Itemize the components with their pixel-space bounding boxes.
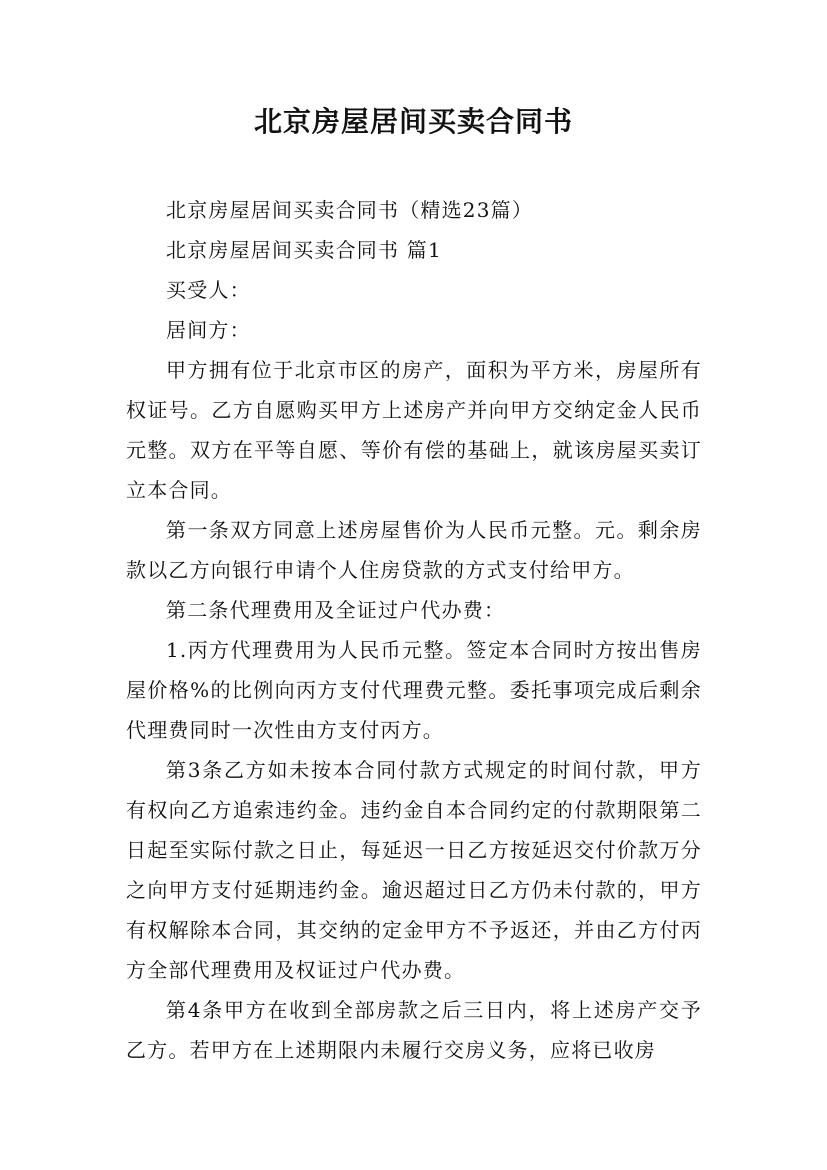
document-body — [126, 190, 702, 1070]
paragraph-subtitle: 北京房屋居间买卖合同书（精选23篇） — [166, 198, 534, 222]
paragraph-article-2: 第二条代理费用及全证过户代办费： — [166, 598, 506, 622]
paragraph-article-4: 第4条甲方在收到全部房款之后三日内，将上述房产交予乙方。若甲方在上述期限内未履行交房义务，应将已收房 — [126, 998, 702, 1062]
paragraph-preamble: 甲方拥有位于北京市区的房产，面积为平方米，房屋所有权证号。乙方自愿购买甲方上述房产并向甲方交纳定金人民币元整。双方在平等自愿、等价有偿的基础上，就该房屋买卖订立本合同。 — [126, 358, 702, 502]
paragraph-buyer: 买受人： — [166, 278, 251, 302]
paragraph-section-heading: 北京房屋居间买卖合同书 篇1 — [166, 238, 442, 262]
paragraph-intermediary: 居间方： — [166, 318, 251, 342]
paragraph-article-1: 第一条双方同意上述房屋售价为人民币元整。元。剩余房款以乙方向银行申请个人住房贷款的方式支付给甲方。 — [126, 518, 702, 582]
document-title: 北京房屋居间买卖合同书 — [253, 105, 573, 138]
paragraph-article-2-item-1: 1.丙方代理费用为人民币元整。签定本合同时方按出售房屋价格%的比例向丙方支付代理费元整。委托事项完成后剩余代理费同时一次性由方支付丙方。 — [126, 638, 702, 742]
paragraph-article-3: 第3条乙方如未按本合同付款方式规定的时间付款，甲方有权向乙方追索违约金。违约金自本合同约定的付款期限第二日起至实际付款之日止，每延迟一日乙方按延迟交付价款万分之向甲方支付延期违约金。逾迟超过日乙方仍未付款的，甲方有权解除本合同，其交纳的定金甲方不予返还，并由乙方付丙方全部代理费用及权证过户代办费。 — [126, 758, 702, 982]
